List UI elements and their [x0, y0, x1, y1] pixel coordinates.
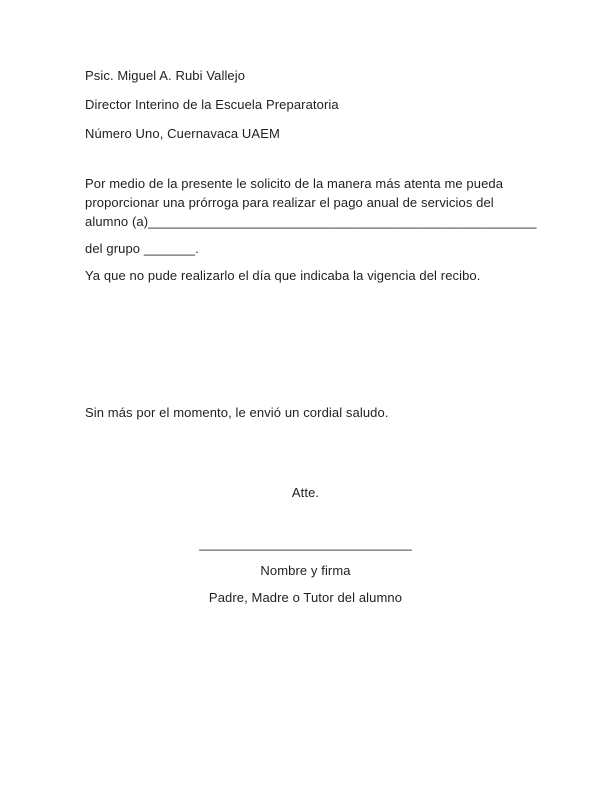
student-name-blank-line: alumno (a)_____________________________________________________	[85, 214, 537, 229]
recipient-institution: Número Uno, Cuernavaca UAEM	[85, 126, 280, 141]
request-line-1: Por medio de la presente le solicito de la manera más atenta me pueda	[85, 176, 504, 191]
reason-line: Ya que no pude realizarlo el día que indicaba la vigencia del recibo.	[85, 268, 481, 283]
request-paragraph	[85, 174, 537, 231]
closing-line: Sin más por el momento, le envió un cordial saludo.	[85, 405, 389, 420]
recipient-name: Psic. Miguel A. Rubi Vallejo	[85, 68, 246, 83]
signature-caption: Nombre y firma	[260, 563, 351, 578]
signoff-atte: Atte.	[291, 485, 320, 500]
group-blank-line: del grupo _______.	[85, 241, 199, 256]
signature-rule-line: _____________________________	[199, 536, 412, 551]
request-line-2: proporcionar una prórroga para realizar el pago anual de servicios del	[85, 195, 494, 210]
signature-role: Padre, Madre o Tutor del alumno	[208, 590, 403, 605]
recipient-title: Director Interino de la Escuela Preparatoria	[85, 97, 339, 112]
